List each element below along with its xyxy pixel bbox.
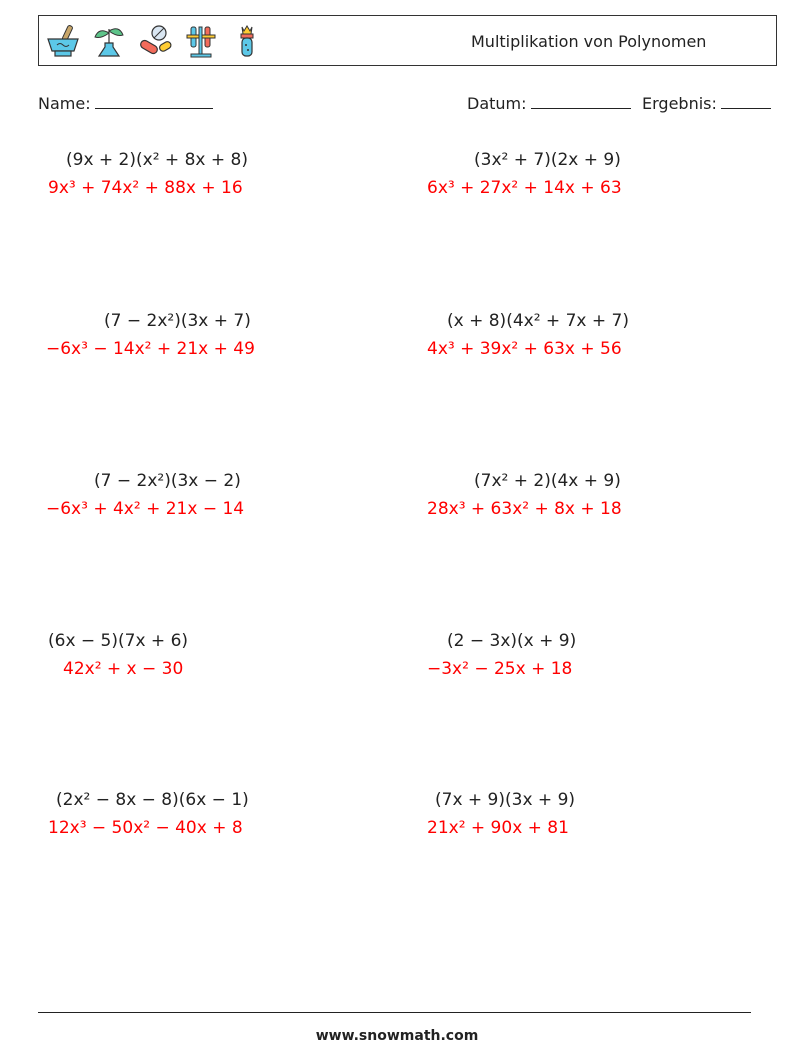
problem-question: (3x² + 7)(2x + 9): [474, 150, 621, 170]
problem-1: [48, 150, 248, 198]
result-label: Ergebnis:: [642, 94, 717, 113]
problem-question: (7x² + 2)(4x + 9): [474, 471, 621, 491]
problem-answer: 4x³ + 39x² + 63x + 56: [427, 339, 622, 359]
plant-flask-icon: [91, 23, 127, 59]
result-blank[interactable]: [721, 94, 771, 109]
problem-10: [427, 790, 575, 838]
problem-question: (6x − 5)(7x + 6): [48, 631, 189, 651]
worksheet-title: Multiplikation von Polynomen: [471, 32, 707, 51]
problem-6: [427, 471, 622, 519]
icon-strip: [45, 21, 265, 61]
problem-answer: 9x³ + 74x² + 88x + 16: [48, 178, 243, 198]
problem-question: (7 − 2x²)(3x − 2): [94, 471, 241, 491]
potion-tube-icon: [229, 23, 265, 59]
problem-question: (x + 8)(4x² + 7x + 7): [447, 311, 629, 331]
worksheet-header: [38, 15, 777, 66]
problem-answer: 42x² + x − 30: [63, 659, 184, 679]
problem-answer: 28x³ + 63x² + 8x + 18: [427, 499, 622, 519]
result-field: [642, 94, 771, 113]
name-blank[interactable]: [95, 94, 213, 109]
problem-2: [427, 150, 622, 198]
problem-8: [427, 631, 576, 679]
footer-divider: [38, 1012, 751, 1013]
date-field: [467, 94, 631, 113]
problem-answer: −6x³ + 4x² + 21x − 14: [46, 499, 245, 519]
problem-3: [46, 311, 255, 359]
problem-4: [427, 311, 629, 359]
problem-9: [48, 790, 249, 838]
footer-url[interactable]: www.snowmath.com: [315, 1028, 479, 1044]
name-field: [38, 94, 213, 113]
date-label: Datum:: [467, 94, 527, 113]
problem-answer: −3x² − 25x + 18: [427, 659, 573, 679]
problem-question: (2 − 3x)(x + 9): [447, 631, 577, 651]
pills-icon: [137, 23, 173, 59]
problem-answer: 12x³ − 50x² − 40x + 8: [48, 818, 243, 838]
problem-question: (7 − 2x²)(3x + 7): [104, 311, 251, 331]
problem-question: (7x + 9)(3x + 9): [435, 790, 576, 810]
problem-answer: 21x² + 90x + 81: [427, 818, 569, 838]
problem-question: (9x + 2)(x² + 8x + 8): [66, 150, 248, 170]
problem-answer: −6x³ − 14x² + 21x + 49: [46, 339, 255, 359]
test-tube-rack-icon: [183, 23, 219, 59]
date-blank[interactable]: [531, 94, 631, 109]
name-label: Name:: [38, 94, 91, 113]
problem-5: [46, 471, 244, 519]
mortar-pestle-icon: [45, 23, 81, 59]
problem-7: [48, 631, 188, 679]
problem-question: (2x² − 8x − 8)(6x − 1): [56, 790, 249, 810]
problem-answer: 6x³ + 27x² + 14x + 63: [427, 178, 622, 198]
